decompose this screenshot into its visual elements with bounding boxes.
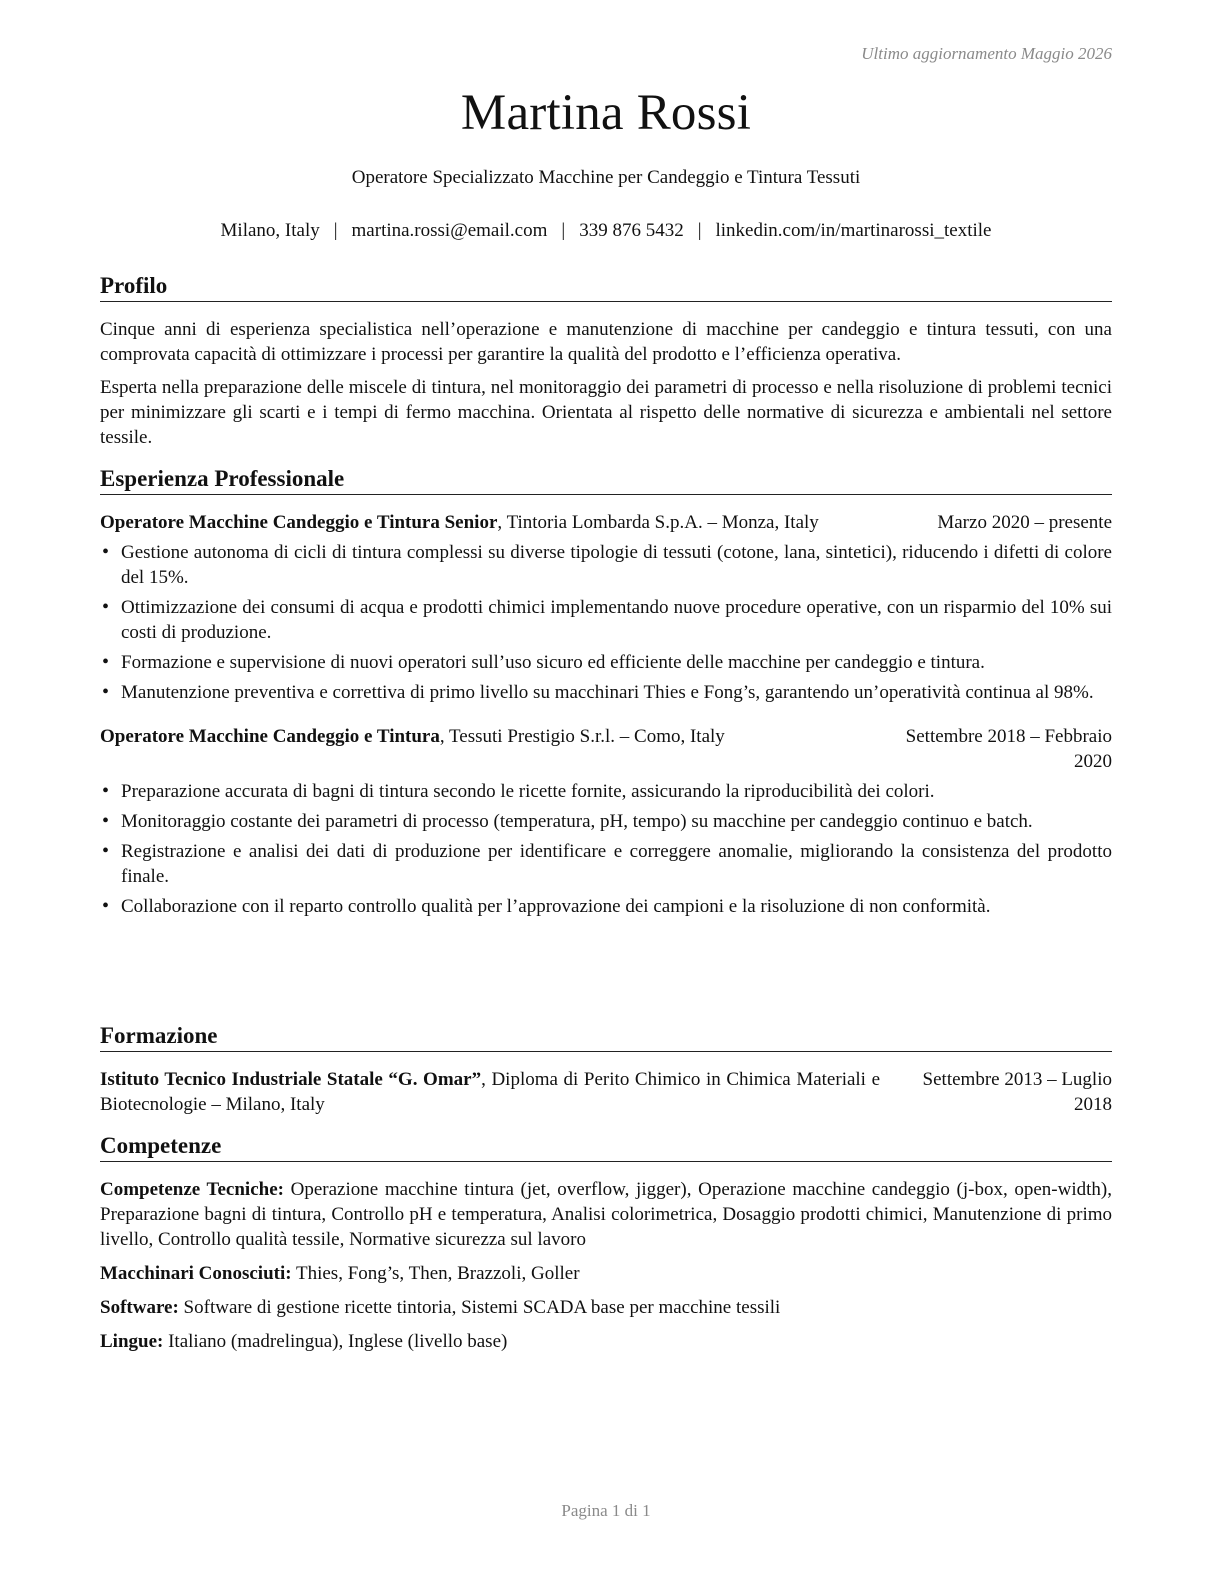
experience-section [100, 465, 1112, 924]
skill-label: Competenze Tecniche: [100, 1179, 284, 1200]
skill-text: Operazione macchine tintura (jet, overflow, jigger), Operazione macchine candeggio (j-box, open-width), Preparazione bagni di tintura, Controllo pH e temperatura, Analisi colorimetrica, Dosaggio prodotti chimici, Manutenzione di primo livello, Controllo qualità tessile, Normative sicurezza sul lavoro [100, 1179, 1112, 1250]
section-title-education: Formazione [100, 1022, 1112, 1052]
job-role: Operatore Macchine Candeggio e Tintura [100, 726, 440, 747]
job-company: , Tintoria Lombarda S.p.A. – Monza, Italy [497, 512, 819, 533]
section-title-profile: Profilo [100, 272, 1112, 302]
profile-section [100, 272, 1112, 450]
job-bullet: • Gestione autonoma di cicli di tintura complessi su diverse tipologie di tessuti (cotone, lana, sintetici), riducendo i difetti di colore del 15%. [100, 540, 1112, 590]
skill-row [100, 1329, 1112, 1354]
job-dates: Settembre 2018 – Febbraio 2020 [905, 726, 1112, 772]
contact-line [100, 220, 1112, 242]
skill-text: Software di gestione ricette tintoria, Sistemi SCADA base per macchine tessili [178, 1297, 781, 1318]
skill-text: Thies, Fong’s, Then, Brazzoli, Goller [291, 1263, 580, 1284]
skill-label: Macchinari Conosciuti: [100, 1263, 292, 1284]
job-bullet: • Ottimizzazione dei consumi di acqua e prodotti chimici implementando nuove procedure operative, con un risparmio del 10% sui costi di produzione. [100, 595, 1112, 645]
job-dates: Marzo 2020 – presente [937, 512, 1112, 533]
contact-separator: | [561, 220, 566, 241]
contact-email[interactable]: martina.rossi@email.com [351, 220, 548, 241]
job-company: , Tessuti Prestigio S.r.l. – Como, Italy [439, 726, 725, 747]
education-section [100, 1022, 1112, 1117]
job-bullet: • Collaborazione con il reparto controllo qualità per l’approvazione dei campioni e la risoluzione di non conformità. [100, 894, 1112, 919]
job-header [100, 724, 1112, 774]
skill-row [100, 1261, 1112, 1286]
last-updated-note: Ultimo aggiornamento Maggio 2026 [861, 44, 1112, 63]
skill-text: Italiano (madrelingua), Inglese (livello base) [163, 1331, 508, 1352]
job-bullet: • Registrazione e analisi dei dati di produzione per identificare e correggere anomalie, migliorando la consistenza del prodotto finale. [100, 839, 1112, 889]
job-bullet: • Formazione e supervisione di nuovi operatori sull’uso sicuro ed efficiente delle macchine per candeggio e tintura. [100, 650, 1112, 675]
contact-separator: | [333, 220, 338, 241]
job-bullet: • Monitoraggio costante dei parametri di processo (temperatura, pH, tempo) su macchine per candeggio continuo e batch. [100, 809, 1112, 834]
job-entry [100, 510, 1112, 705]
job-bullet: • Manutenzione preventiva e correttiva di primo livello su macchinari Thies e Fong’s, garantendo un’operatività continua al 98%. [100, 680, 1112, 705]
job-role: Operatore Macchine Candeggio e Tintura Senior [100, 512, 498, 533]
job-bullets [100, 540, 1112, 705]
skill-label: Software: [100, 1297, 179, 1318]
job-bullets [100, 779, 1112, 919]
education-dates: Settembre 2013 – Luglio 2018 [922, 1069, 1112, 1115]
profile-paragraph: Esperta nella preparazione delle miscele di tintura, nel monitoraggio dei parametri di processo e nella risoluzione di problemi tecnici per minimizzare gli scarti e i tempi di fermo macchina. Orientata al rispetto delle normative di sicurezza e ambientali nel settore tessile. [100, 377, 1112, 448]
contact-linkedin[interactable]: linkedin.com/in/martinarossi_textile [715, 220, 992, 241]
contact-separator: | [697, 220, 702, 241]
skill-row [100, 1295, 1112, 1320]
skill-label: Lingue: [100, 1331, 164, 1352]
job-bullet: • Preparazione accurata di bagni di tintura secondo le ricette fornite, assicurando la riproducibilità dei colori. [100, 779, 1112, 804]
section-title-experience: Esperienza Professionale [100, 465, 1112, 495]
education-degree: , Diploma di Perito Chimico in Chimica Materiali e Biotecnologie – Milano, Italy [100, 1069, 880, 1115]
education-entry [100, 1067, 1112, 1117]
profile-paragraph: Cinque anni di esperienza specialistica nell’operazione e manutenzione di macchine per candeggio e tintura tessuti, con una comprovata capacità di ottimizzare i processi per garantire la qualità del prodotto e l’efficienza operativa. [100, 319, 1112, 365]
candidate-name: Martina Rossi [460, 85, 752, 141]
job-entry [100, 724, 1112, 919]
page-number: Pagina 1 di 1 [561, 1501, 651, 1520]
education-school: Istituto Tecnico Industriale Statale “G. Omar” [100, 1069, 482, 1090]
skill-row [100, 1177, 1112, 1252]
skills-section [100, 1132, 1112, 1363]
resume-page [100, 0, 1112, 1584]
contact-location: Milano, Italy [220, 220, 320, 241]
job-header [100, 510, 1112, 535]
job-title: Operatore Specializzato Macchine per Candeggio e Tintura Tessuti [351, 167, 861, 188]
contact-phone: 339 876 5432 [579, 220, 684, 241]
section-title-skills: Competenze [100, 1132, 1112, 1162]
